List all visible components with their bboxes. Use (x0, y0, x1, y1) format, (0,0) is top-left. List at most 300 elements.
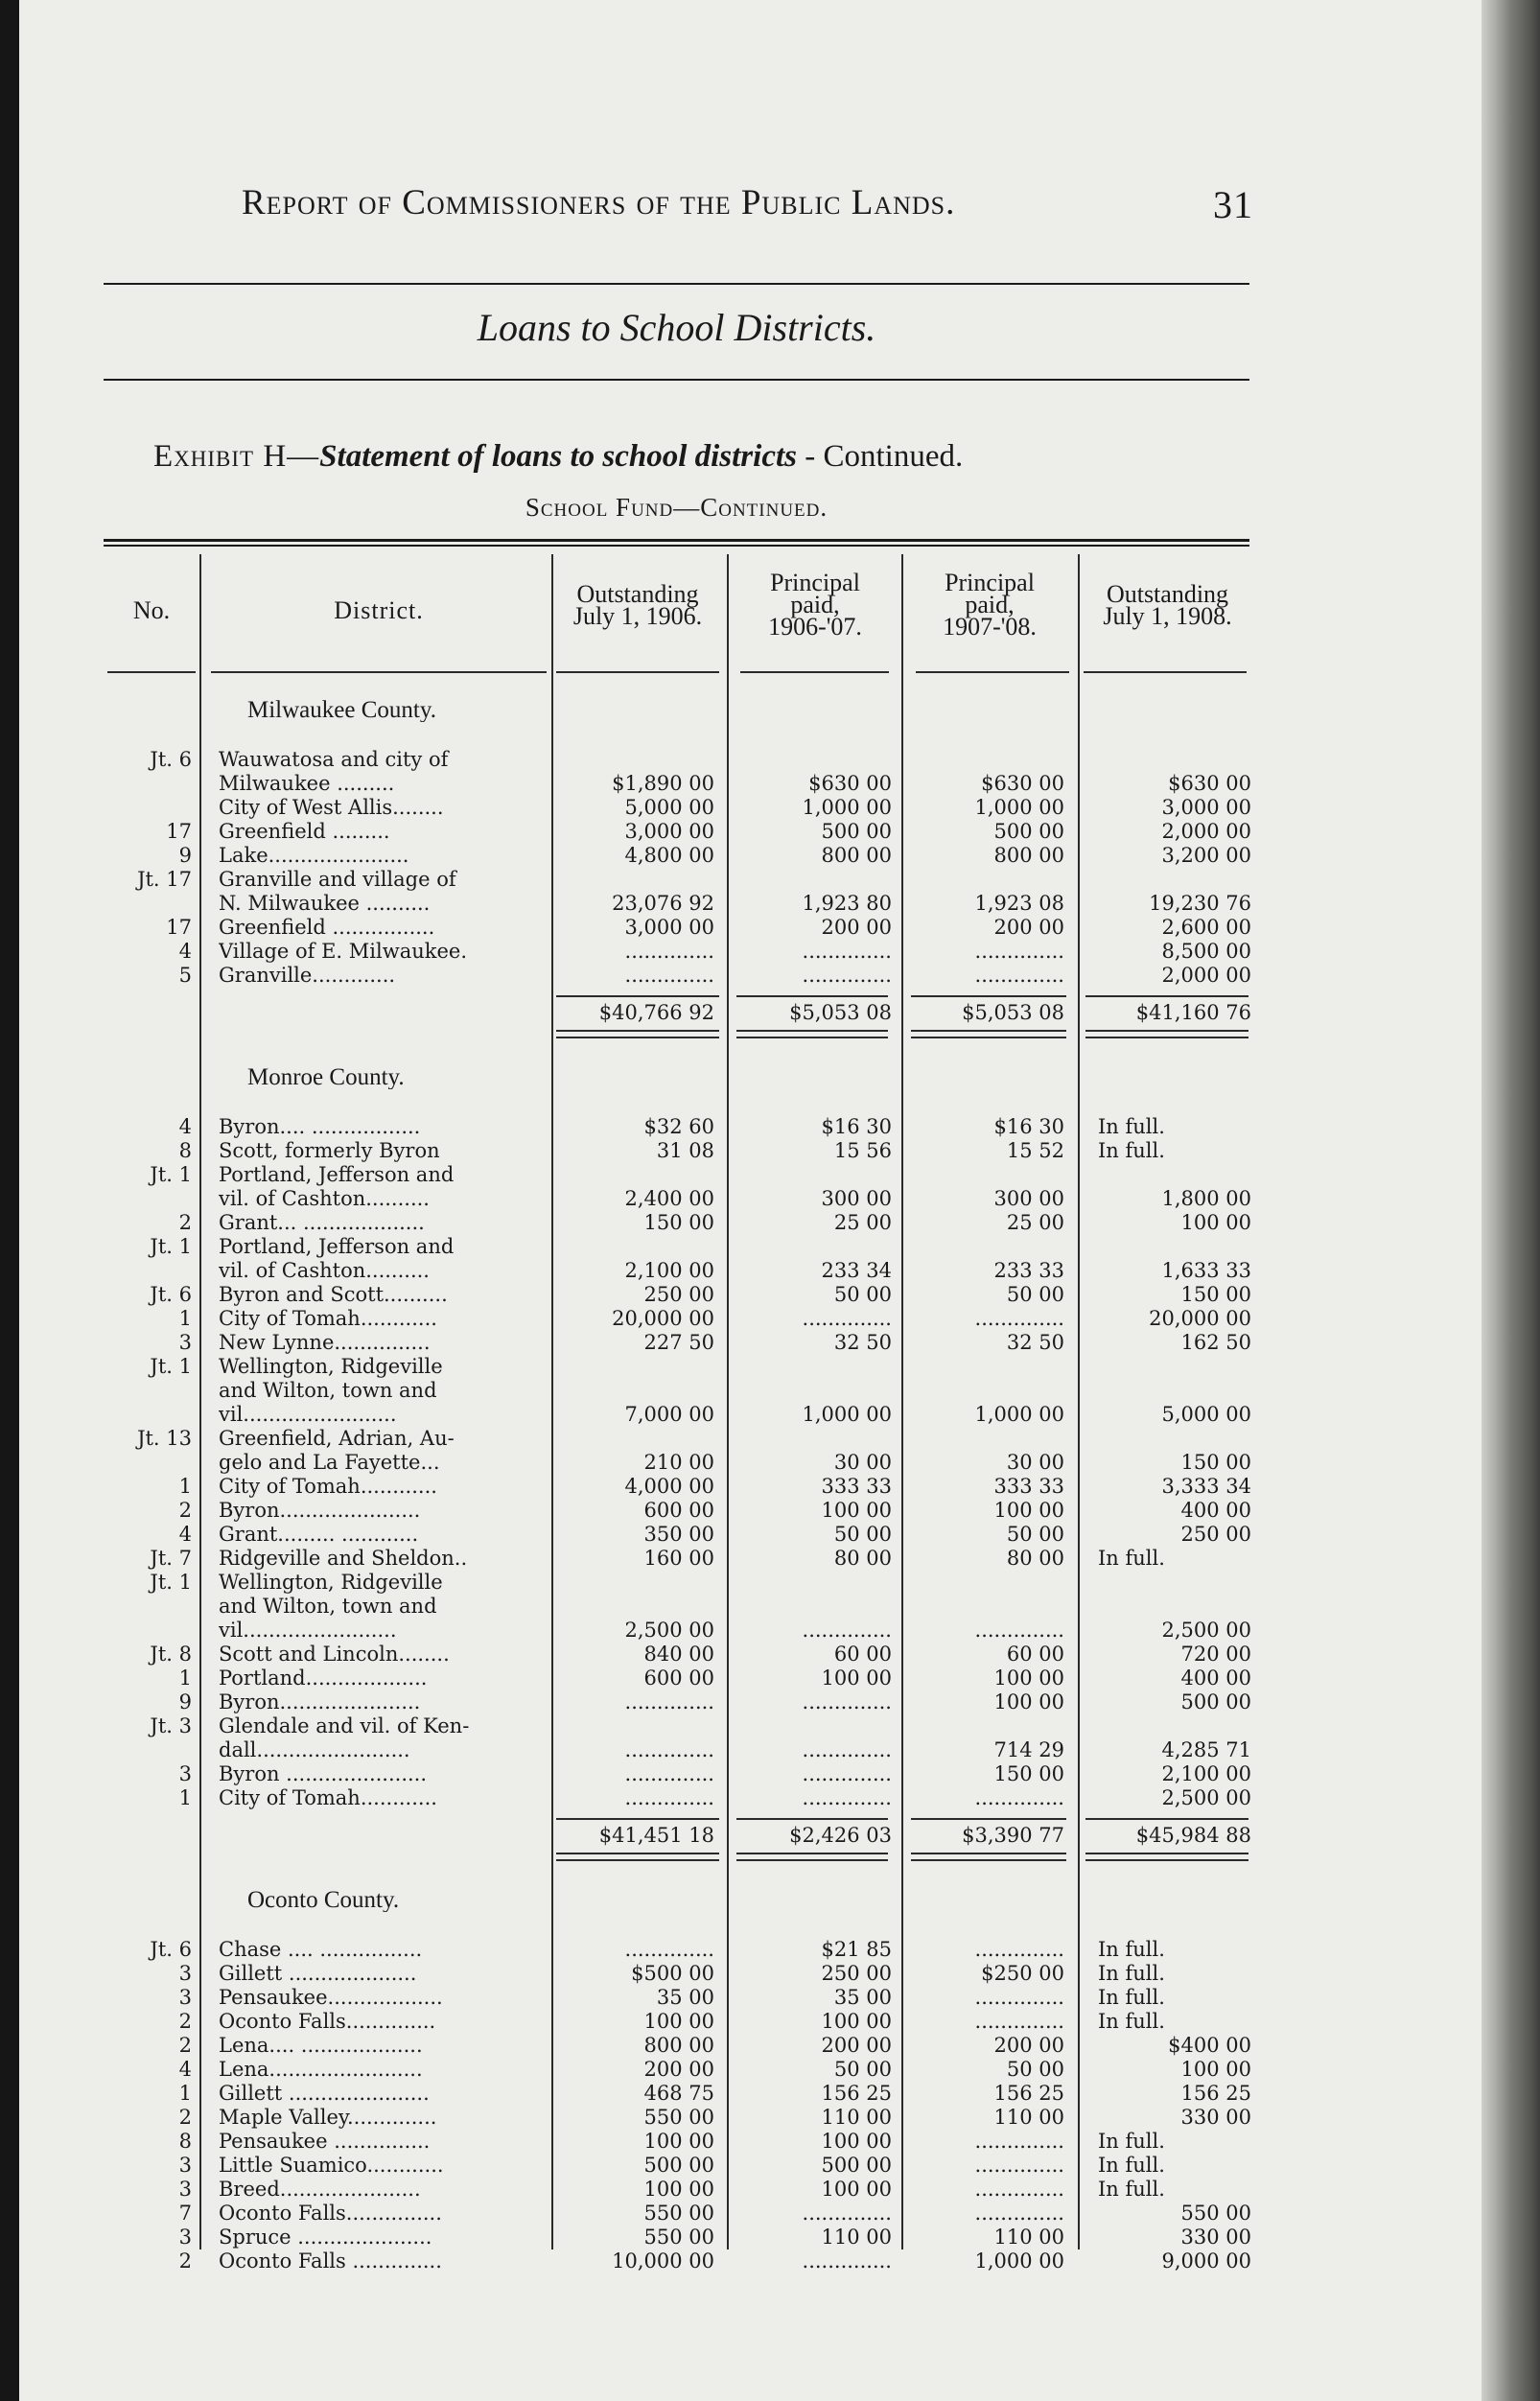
district-name: Greenfield, Adrian, Au- (219, 1427, 455, 1450)
district-name: City of West Allis........ (219, 796, 444, 819)
amount-cell: 200 00 (643, 2058, 714, 2081)
amount-cell: 1,800 00 (1161, 1187, 1251, 1210)
amount-cell: 550 00 (643, 2226, 714, 2249)
amount-cell: .............. (624, 1762, 714, 1785)
section-title: Loans to School Districts. (477, 306, 876, 349)
amount-cell: 233 34 (821, 1259, 892, 1282)
district-name: Byron.... ................. (219, 1115, 421, 1138)
table-top-rule (104, 539, 1249, 542)
amount-cell: 330 00 (1180, 2226, 1251, 2249)
table-row (19, 1379, 1501, 1403)
amount-cell: $630 00 (1168, 772, 1251, 795)
amount-cell: .............. (802, 1786, 892, 1809)
header-underline (107, 671, 196, 673)
table-row (19, 916, 1501, 940)
district-name: Wauwatosa and city of (219, 748, 449, 771)
exhibit-title: Statement of loans to school districts (319, 439, 797, 474)
district-number: 3 (178, 1962, 192, 1985)
district-number: 1 (178, 2082, 192, 2105)
district-name: Byron...................... (219, 1499, 421, 1522)
amount-cell: 333 33 (993, 1475, 1064, 1498)
table-row (19, 1427, 1501, 1451)
district-name: and Wilton, town and (219, 1595, 437, 1618)
district-number: 3 (178, 1762, 192, 1785)
table-row (19, 844, 1501, 868)
district-number: 8 (178, 1139, 192, 1162)
amount-cell: 7,000 00 (624, 1403, 714, 1426)
district-name: Little Suamico............ (219, 2154, 444, 2177)
amount-cell: 60 00 (1006, 1643, 1064, 1666)
table-row (19, 2082, 1501, 2106)
col-header-line: 1907-'08. (943, 613, 1037, 641)
amount-cell: 1,633 33 (1161, 1259, 1251, 1282)
amount-cell: .............. (974, 1786, 1064, 1809)
table-row (19, 1211, 1501, 1235)
amount-cell: 80 00 (1006, 1547, 1064, 1570)
table-row (19, 1690, 1501, 1714)
amount-cell: 60 00 (833, 1643, 892, 1666)
district-number: Jt. 7 (150, 1547, 192, 1570)
amount-cell: 1,000 00 (802, 1403, 892, 1426)
district-name: Ridgeville and Sheldon.. (219, 1547, 468, 1570)
table-row (19, 2130, 1501, 2154)
district-number: Jt. 6 (150, 748, 192, 771)
district-name: Chase .... ................ (219, 1938, 423, 1961)
table-row (19, 2010, 1501, 2034)
total-cell: $3,390 77 (962, 1824, 1064, 1847)
amount-cell: 25 00 (833, 1211, 892, 1234)
table-row (19, 1331, 1501, 1355)
amount-cell: 110 00 (993, 2226, 1064, 2249)
amount-cell: 1,000 00 (974, 1403, 1064, 1426)
district-name: Pensaukee.................. (219, 1986, 443, 2009)
col-header-line: July 1, 1906. (572, 602, 703, 630)
running-header (242, 182, 1253, 226)
district-number: 2 (178, 2106, 192, 2129)
amount-cell: 156 25 (1180, 2082, 1251, 2105)
table-row (19, 868, 1501, 892)
header-underline (211, 671, 547, 673)
table-row (19, 2154, 1501, 2178)
amount-cell: .............. (624, 940, 714, 963)
table-row (19, 2249, 1501, 2273)
amount-cell: 2,100 00 (624, 1259, 714, 1282)
amount-cell: 100 00 (643, 2178, 714, 2201)
subtotal-rule (1085, 995, 1248, 997)
amount-cell: 227 50 (643, 1331, 714, 1354)
amount-cell: 31 08 (656, 1139, 714, 1162)
amount-cell: 3,000 00 (624, 916, 714, 939)
amount-cell: 400 00 (1180, 1667, 1251, 1690)
district-number: 3 (178, 1986, 192, 2009)
district-number: Jt. 1 (150, 1235, 192, 1258)
amount-cell: 150 00 (643, 1211, 714, 1234)
table-row (19, 1475, 1501, 1499)
amount-cell: 550 00 (643, 2106, 714, 2129)
amount-cell: 500 00 (821, 2154, 892, 2177)
header-underline (1084, 671, 1247, 673)
district-name: City of Tomah............ (219, 1307, 437, 1330)
amount-cell: 2,000 00 (1161, 820, 1251, 843)
table-row (19, 1115, 1501, 1139)
amount-cell: .............. (974, 964, 1064, 987)
amount-cell: 2,100 00 (1161, 1762, 1251, 1785)
amount-cell: .............. (802, 964, 892, 987)
amount-cell: 80 00 (833, 1547, 892, 1570)
table-row (19, 1714, 1501, 1738)
table-row (19, 1643, 1501, 1667)
total-cell: $41,160 76 (1135, 1001, 1251, 1024)
total-double-rule (911, 1853, 1066, 1861)
amount-cell: 30 00 (1006, 1451, 1064, 1474)
in-full-note: In full. (1098, 2010, 1165, 2033)
amount-cell: 800 00 (643, 2034, 714, 2057)
district-name: Spruce ..................... (219, 2226, 432, 2249)
district-name: Gillett .................... (219, 1962, 417, 1985)
district-number: 4 (178, 2058, 192, 2081)
subtotal-rule (736, 995, 888, 997)
district-name: N. Milwaukee .......... (219, 892, 431, 915)
amount-cell: 233 33 (993, 1259, 1064, 1282)
in-full-note: In full. (1098, 1115, 1165, 1138)
county-heading-row (19, 698, 1501, 722)
district-name: gelo and La Fayette... (219, 1451, 440, 1474)
total-double-rule (556, 1030, 719, 1038)
amount-cell: 100 00 (821, 2010, 892, 2033)
table-row (19, 1499, 1501, 1523)
amount-cell: 300 00 (993, 1187, 1064, 1210)
district-number: 5 (178, 964, 192, 987)
district-name: Maple Valley.............. (219, 2106, 437, 2129)
amount-cell: 50 00 (1006, 1283, 1064, 1306)
amount-cell: 300 00 (821, 1187, 892, 1210)
district-name: Greenfield ......... (219, 820, 390, 843)
table-row (19, 1938, 1501, 1962)
district-number: 3 (178, 2178, 192, 2201)
amount-cell: 100 00 (643, 2010, 714, 2033)
amount-cell: 25 00 (1006, 1211, 1064, 1234)
amount-cell: 150 00 (993, 1762, 1064, 1785)
amount-cell: 4,285 71 (1161, 1738, 1251, 1761)
in-full-note: In full. (1098, 1547, 1165, 1570)
table-row (19, 2202, 1501, 2226)
amount-cell: .............. (802, 940, 892, 963)
table-row (19, 1283, 1501, 1307)
district-name: City of Tomah............ (219, 1475, 437, 1498)
amount-cell: 550 00 (1180, 2202, 1251, 2225)
district-name: Lena.... ................... (219, 2034, 423, 2057)
amount-cell: 100 00 (821, 1499, 892, 1522)
amount-cell: .............. (624, 1786, 714, 1809)
district-number: 2 (178, 2034, 192, 2057)
table-row (19, 2178, 1501, 2202)
table-row (19, 1547, 1501, 1571)
amount-cell: 800 00 (993, 844, 1064, 867)
col-header-principal-1906-07 (729, 569, 901, 641)
district-name: Portland................... (219, 1667, 428, 1690)
amount-cell: 100 00 (643, 2130, 714, 2153)
amount-cell: 200 00 (821, 2034, 892, 2057)
table-row (19, 1307, 1501, 1331)
district-number: 2 (178, 2249, 192, 2273)
exhibit-heading (153, 439, 1256, 475)
table-row (19, 1523, 1501, 1547)
district-number: Jt. 8 (150, 1643, 192, 1666)
amount-cell: 550 00 (643, 2202, 714, 2225)
title-rule (104, 379, 1249, 381)
district-name: Oconto Falls .............. (219, 2249, 442, 2273)
amount-cell: 333 33 (821, 1475, 892, 1498)
table-row (19, 1595, 1501, 1619)
amount-cell: $400 00 (1168, 2034, 1251, 2057)
amount-cell: 8,500 00 (1161, 940, 1251, 963)
amount-cell: 2,000 00 (1161, 964, 1251, 987)
district-name: Grant......... ............ (219, 1523, 419, 1546)
subtotal-rule (911, 1818, 1066, 1820)
amount-cell: 2,500 00 (1161, 1786, 1251, 1809)
in-full-note: In full. (1098, 1938, 1165, 1961)
amount-cell: 3,200 00 (1161, 844, 1251, 867)
table-row (19, 1786, 1501, 1810)
in-full-note: In full. (1098, 2178, 1165, 2201)
amount-cell: 3,000 00 (1161, 796, 1251, 819)
table-row (19, 1403, 1501, 1427)
district-name: Pensaukee ............... (219, 2130, 431, 2153)
in-full-note: In full. (1098, 2154, 1165, 2177)
amount-cell: 714 29 (993, 1738, 1064, 1761)
amount-cell: 156 25 (993, 2082, 1064, 2105)
amount-cell: 10,000 00 (612, 2249, 714, 2273)
district-name: Wellington, Ridgeville (219, 1355, 443, 1378)
district-name: Glendale and vil. of Ken- (219, 1714, 470, 1737)
subtotal-rule (911, 995, 1066, 997)
amount-cell: 32 50 (833, 1331, 892, 1354)
in-full-note: In full. (1098, 2130, 1165, 2153)
district-name: vil........................ (219, 1619, 397, 1642)
amount-cell: 500 00 (821, 820, 892, 843)
district-name: Village of E. Milwaukee. (219, 940, 467, 963)
amount-cell: 200 00 (993, 2034, 1064, 2057)
amount-cell: $500 00 (631, 1962, 714, 1985)
amount-cell: .............. (802, 1619, 892, 1642)
district-number: 3 (178, 2154, 192, 2177)
amount-cell: .............. (802, 2202, 892, 2225)
subtotal-rule (1085, 1818, 1248, 1820)
district-number: 2 (178, 1499, 192, 1522)
amount-cell: .............. (974, 940, 1064, 963)
amount-cell: 5,000 00 (1161, 1403, 1251, 1426)
col-header-district: District. (334, 596, 424, 624)
table-row (19, 892, 1501, 916)
amount-cell: .............. (974, 1619, 1064, 1642)
amount-cell: 9,000 00 (1161, 2249, 1251, 2273)
table-row (19, 2034, 1501, 2058)
amount-cell: 210 00 (643, 1451, 714, 1474)
amount-cell: 600 00 (643, 1667, 714, 1690)
amount-cell: 156 25 (821, 2082, 892, 2105)
header-underline (916, 671, 1069, 673)
exhibit-suffix: - Continued. (796, 439, 964, 474)
total-cell: $2,426 03 (789, 1824, 892, 1847)
amount-cell: 4,000 00 (624, 1475, 714, 1498)
district-number: Jt. 1 (150, 1355, 192, 1378)
table-row (19, 772, 1501, 796)
amount-cell: .............. (802, 1307, 892, 1330)
district-name: vil........................ (219, 1403, 397, 1426)
amount-cell: 100 00 (821, 2130, 892, 2153)
amount-cell: 250 00 (1180, 1523, 1251, 1546)
table-row (19, 1259, 1501, 1283)
amount-cell: 100 00 (1180, 2058, 1251, 2081)
table-row (19, 1738, 1501, 1762)
amount-cell: 15 56 (833, 1139, 892, 1162)
district-number: 3 (178, 1331, 192, 1354)
district-name: dall........................ (219, 1738, 410, 1761)
amount-cell: 200 00 (821, 916, 892, 939)
amount-cell: 1,000 00 (974, 796, 1064, 819)
table-row (19, 1163, 1501, 1187)
table-row (19, 1619, 1501, 1643)
amount-cell: 30 00 (833, 1451, 892, 1474)
col-header-outstanding-1908 (1079, 580, 1256, 630)
amount-cell: 400 00 (1180, 1499, 1251, 1522)
col-header-principal-1907-08 (903, 569, 1076, 641)
table-row (19, 1986, 1501, 2010)
subtotal-rule (736, 1818, 888, 1820)
district-name: Granville and village of (219, 868, 456, 891)
district-name: City of Tomah............ (219, 1786, 437, 1809)
district-name: Lake...................... (219, 844, 409, 867)
document-page (19, 0, 1501, 2401)
header-underline (556, 671, 719, 673)
in-full-note: In full. (1098, 1986, 1165, 2009)
in-full-note: In full. (1098, 1139, 1165, 1162)
district-name: Oconto Falls.............. (219, 2010, 436, 2033)
district-number: 4 (178, 1523, 192, 1546)
table-row (19, 2226, 1501, 2249)
amount-cell: 5,000 00 (624, 796, 714, 819)
amount-cell: 2,500 00 (624, 1619, 714, 1642)
table-row (19, 1762, 1501, 1786)
amount-cell: 100 00 (821, 2178, 892, 2201)
col-header-line: paid, (790, 591, 840, 618)
amount-cell: .............. (974, 1307, 1064, 1330)
district-name: Portland, Jefferson and (219, 1235, 455, 1258)
county-heading-row (19, 1888, 1501, 1912)
amount-cell: 50 00 (833, 1283, 892, 1306)
district-name: vil. of Cashton.......... (219, 1259, 430, 1282)
amount-cell: .............. (974, 2010, 1064, 2033)
amount-cell: $21 85 (821, 1938, 892, 1961)
amount-cell: 35 00 (656, 1986, 714, 2009)
district-name: and Wilton, town and (219, 1379, 437, 1402)
amount-cell: 800 00 (821, 844, 892, 867)
amount-cell: 500 00 (1180, 1690, 1251, 1713)
col-header-line: Outstanding (1106, 580, 1229, 608)
amount-cell: 15 52 (1006, 1139, 1064, 1162)
district-number: 3 (178, 2226, 192, 2249)
district-number: Jt. 6 (150, 1283, 192, 1306)
amount-cell: 50 00 (833, 2058, 892, 2081)
total-cell: $5,053 08 (789, 1001, 892, 1024)
district-number: 4 (178, 1115, 192, 1138)
district-number: 2 (178, 2010, 192, 2033)
table-top-rule-2 (104, 545, 1249, 547)
col-header-line: Outstanding (576, 580, 699, 608)
district-name: Breed...................... (219, 2178, 421, 2201)
district-number: Jt. 17 (137, 868, 192, 891)
district-number: Jt. 1 (150, 1163, 192, 1186)
amount-cell: 330 00 (1180, 2106, 1251, 2129)
table-row (19, 940, 1501, 964)
district-name: Scott, formerly Byron (219, 1139, 440, 1162)
total-cell: $41,451 18 (598, 1824, 714, 1847)
amount-cell: .............. (802, 1762, 892, 1785)
district-name: Lena........................ (219, 2058, 423, 2081)
total-double-rule (1085, 1030, 1248, 1038)
amount-cell: $250 00 (981, 1962, 1064, 1985)
subtotal-rule (556, 1818, 719, 1820)
district-name: Portland, Jefferson and (219, 1163, 455, 1186)
amount-cell: 23,076 92 (612, 892, 714, 915)
amount-cell: 350 00 (643, 1523, 714, 1546)
table-row (19, 1187, 1501, 1211)
amount-cell: 4,800 00 (624, 844, 714, 867)
top-rule (104, 283, 1249, 285)
exhibit-label: Exhibit H— (153, 439, 320, 474)
col-header-line: Principal (770, 569, 860, 596)
amount-cell: 100 00 (993, 1690, 1064, 1713)
table-row (19, 2058, 1501, 2082)
amount-cell: 110 00 (821, 2226, 892, 2249)
amount-cell: .............. (624, 964, 714, 987)
amount-cell: 100 00 (821, 1667, 892, 1690)
amount-cell: 600 00 (643, 1499, 714, 1522)
table-row (19, 964, 1501, 988)
total-cell: $40,766 92 (598, 1001, 714, 1024)
table-row (19, 1571, 1501, 1595)
amount-cell: 720 00 (1180, 1643, 1251, 1666)
amount-cell: .............. (624, 1690, 714, 1713)
amount-cell: 100 00 (993, 1667, 1064, 1690)
county-name: Monroe County. (247, 1065, 405, 1089)
district-number: 1 (178, 1475, 192, 1498)
district-number: 17 (166, 820, 192, 843)
binding-edge (1482, 0, 1540, 2401)
district-name: Byron and Scott.......... (219, 1283, 448, 1306)
amount-cell: .............. (974, 1938, 1064, 1961)
amount-cell: 840 00 (643, 1643, 714, 1666)
table-row (19, 2106, 1501, 2130)
amount-cell: 162 50 (1180, 1331, 1251, 1354)
col-header-outstanding-1906 (551, 580, 724, 630)
amount-cell: 250 00 (643, 1283, 714, 1306)
district-number: 4 (178, 940, 192, 963)
amount-cell: .............. (624, 1738, 714, 1761)
subtotal-rule (556, 995, 719, 997)
amount-cell: 500 00 (993, 820, 1064, 843)
amount-cell: $630 00 (981, 772, 1064, 795)
fund-line: School Fund—Continued. (525, 493, 828, 522)
amount-cell: 1,000 00 (802, 796, 892, 819)
amount-cell: 110 00 (993, 2106, 1064, 2129)
table-row (19, 1139, 1501, 1163)
district-name: Gillett ...................... (219, 2082, 430, 2105)
county-name: Milwaukee County. (247, 698, 436, 722)
amount-cell: 150 00 (1180, 1451, 1251, 1474)
total-double-rule (911, 1030, 1066, 1038)
amount-cell: 100 00 (1180, 1211, 1251, 1234)
